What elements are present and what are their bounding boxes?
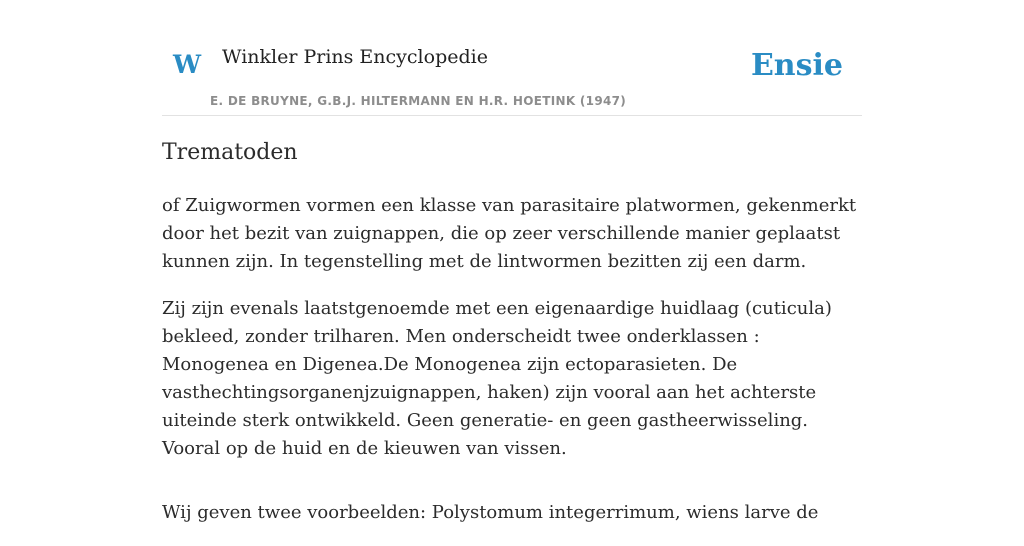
article-paragraph: Zij zijn evenals laatstgenoemde met een eigenaardige huidlaag (cuticula) bekleed, zonder trilharen. Men onderscheidt twee onderklassen : Monogenea en Digenea.De Monogenea zijn ectoparasieten. De vasthechtingsorganenjzuignappen, haken) zijn vooral aan het achterste uiteinde sterk ontwikkeld. Geen generatie- en geen gastheerwisseling. Vooral op de huid en de kieuwen van vissen. bbox=[162, 298, 832, 459]
ensie-logo[interactable]: Ensie bbox=[750, 48, 843, 83]
article-body bbox=[162, 192, 862, 546]
article-paragraph: of Zuigwormen vormen een klasse van parasitaire platwormen, gekenmerkt door het bezit van zuignappen, die op zeer verschillende manier geplaatst kunnen zijn. In tegenstelling met de lintwormen bezitten zij een darm. bbox=[162, 195, 857, 272]
article-title: Trematoden bbox=[162, 140, 298, 165]
publication-authors: E. DE BRUYNE, G.B.J. HILTERMANN EN H.R. HOETINK (1947) bbox=[210, 94, 627, 108]
publication-logo[interactable]: W bbox=[173, 50, 202, 79]
article-paragraph: Wij geven twee voorbeelden: Polystomum integerrimum, wiens larve de bbox=[162, 502, 819, 523]
page bbox=[162, 0, 862, 523]
publication-header bbox=[162, 0, 862, 116]
publication-title[interactable]: Winkler Prins Encyclopedie bbox=[222, 46, 488, 68]
